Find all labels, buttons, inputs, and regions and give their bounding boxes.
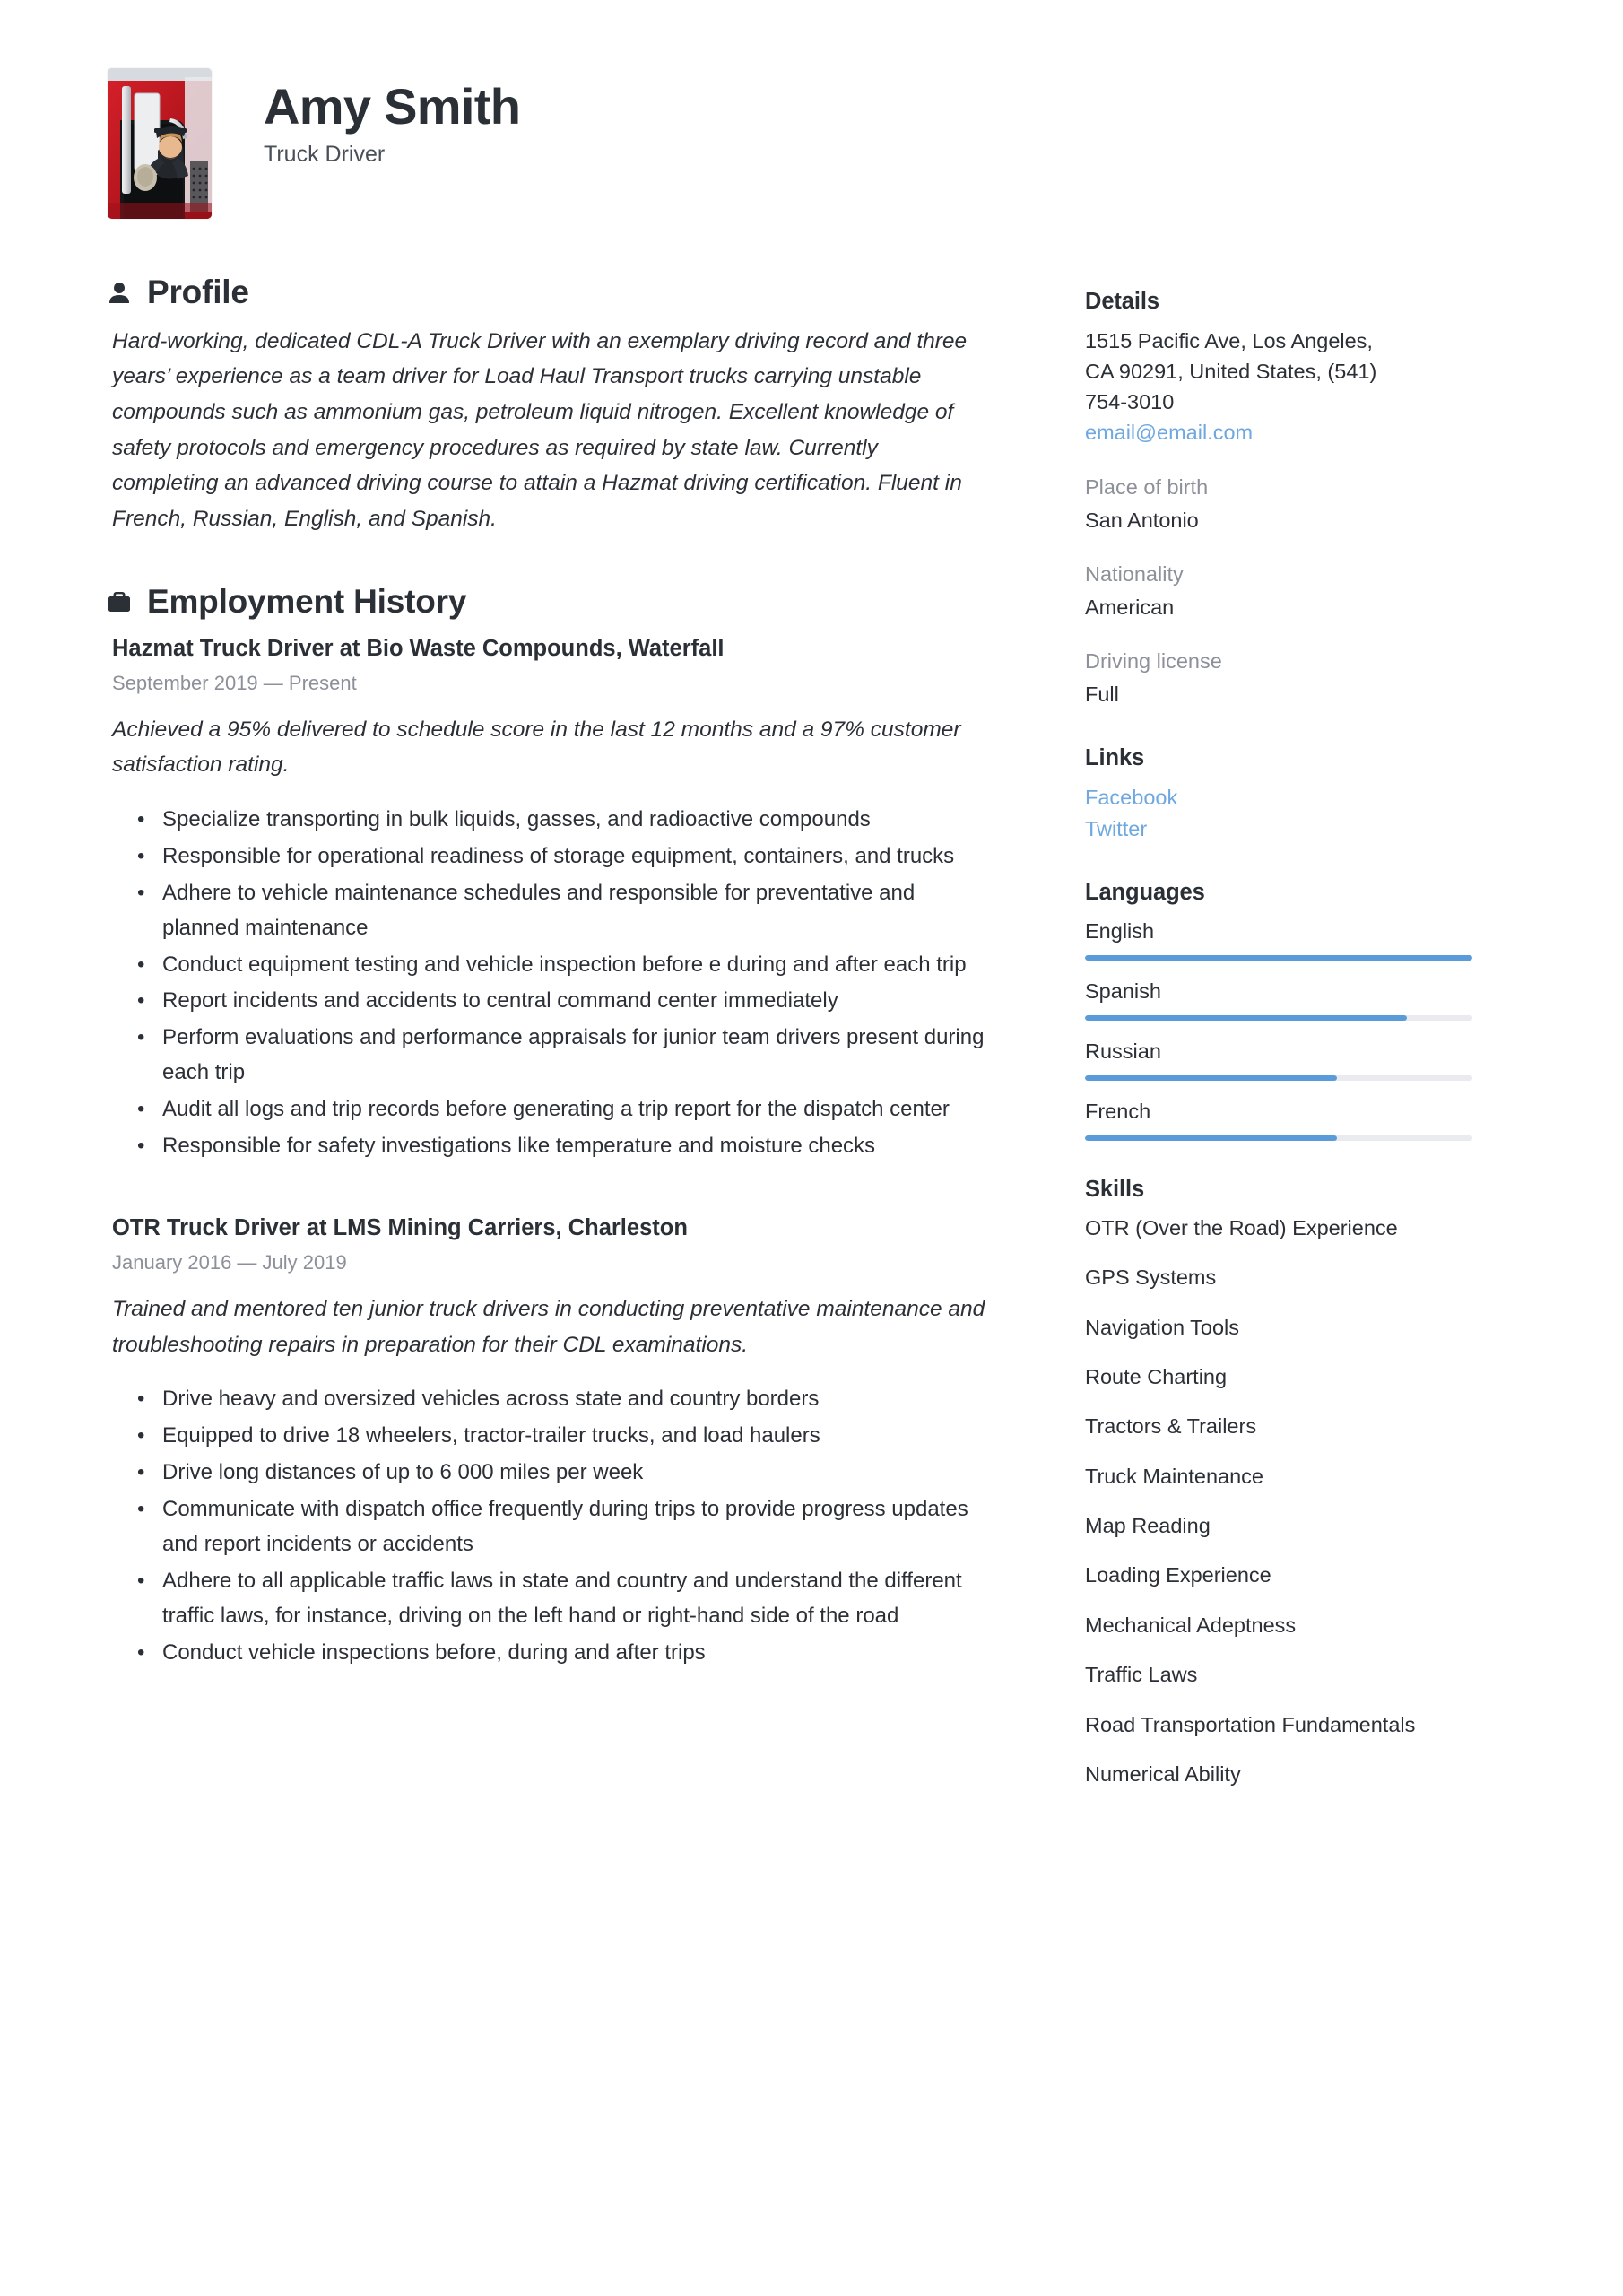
skill-item: Traffic Laws (1085, 1663, 1198, 1687)
language-row-russian (1085, 1037, 1506, 1081)
field-label: Nationality (1085, 561, 1184, 586)
job-heading: Hazmat Truck Driver at Bio Waste Compounds, Waterfall (112, 635, 725, 661)
job-duty-item: • Report incidents and accidents to central command center immediately (162, 984, 986, 1019)
briefcase-icon (108, 588, 131, 615)
email-link[interactable]: email@email.com (1085, 421, 1254, 445)
job-duty-item: • Audit all logs and trip records before generating a trip report for the dispatch center (162, 1092, 986, 1127)
main-column (108, 224, 1040, 1672)
sidebar-section-languages (1085, 880, 1506, 1141)
section-title-profile: Profile (147, 274, 249, 310)
job-duty-item: • Conduct vehicle inspections before, during and after trips (162, 1636, 986, 1671)
job-title: Truck Driver (264, 142, 386, 168)
page-title: Amy Smith (264, 78, 521, 135)
skill-item: Map Reading (1085, 1514, 1211, 1538)
skill-item: Road Transportation Fundamentals (1085, 1712, 1416, 1736)
sidebar-title-details: Details (1085, 289, 1159, 314)
name-block (264, 68, 520, 168)
address-line-3: 754-3010 (1085, 390, 1175, 414)
language-level-track (1085, 1075, 1472, 1081)
job-duty-item: • Conduct equipment testing and vehicle inspection before e during and after each trip (162, 948, 986, 983)
field-label: Driving license (1085, 648, 1222, 673)
field-value: Full (1085, 682, 1119, 706)
skill-item: Route Charting (1085, 1364, 1228, 1388)
field-value: San Antonio (1085, 508, 1199, 532)
job-duty-item: • Equipped to drive 18 wheelers, tractor-trailer trucks, and load haulers (162, 1419, 986, 1454)
field-nationality (1085, 560, 1506, 622)
profile-photo (108, 68, 212, 219)
job-heading: OTR Truck Driver at LMS Mining Carriers, Charleston (112, 1214, 688, 1240)
sidebar-title-skills: Skills (1085, 1176, 1145, 1202)
employment-list (108, 633, 986, 1671)
job-duty-item: • Perform evaluations and performance appraisals for junior team drivers present during each trip (162, 1021, 986, 1091)
field-driving-license (1085, 647, 1506, 709)
language-name: English (1085, 919, 1155, 944)
skill-item: Navigation Tools (1085, 1315, 1240, 1339)
sidebar (1085, 224, 1506, 1825)
language-row-english (1085, 917, 1506, 961)
language-row-spanish (1085, 977, 1506, 1021)
job-entry (108, 1213, 986, 1671)
job-duty-item: • Drive long distances of up to 6 000 miles per week (162, 1456, 986, 1491)
language-level-track (1085, 1135, 1472, 1141)
job-duty-item: • Responsible for operational readiness of storage equipment, containers, and trucks (162, 839, 986, 874)
skill-item: Tractors & Trailers (1085, 1414, 1257, 1439)
job-summary: Trained and mentored ten junior truck drivers in conducting preventative maintenance and troubleshooting repairs in preparation for their CDL examinations. (112, 1297, 985, 1357)
skill-item: Truck Maintenance (1085, 1464, 1263, 1488)
resume-header (0, 0, 1623, 224)
language-name: Russian (1085, 1039, 1161, 1064)
job-duties-list (112, 1382, 986, 1670)
language-level-fill (1085, 1135, 1337, 1141)
field-value: American (1085, 595, 1175, 619)
job-duty-item: • Responsible for safety investigations like temperature and moisture checks (162, 1129, 986, 1164)
job-duty-item: • Drive heavy and oversized vehicles across state and country borders (162, 1382, 986, 1417)
resume-body (0, 224, 1623, 1825)
language-level-fill (1085, 1075, 1337, 1081)
job-duty-item: • Specialize transporting in bulk liquids, gasses, and radioactive compounds (162, 803, 986, 838)
skill-item: Loading Experience (1085, 1563, 1271, 1587)
language-name: Spanish (1085, 979, 1161, 1004)
section-title-employment: Employment History (147, 582, 467, 620)
job-entry (108, 633, 986, 1164)
sidebar-section-links (1085, 745, 1506, 845)
language-level-fill (1085, 1015, 1407, 1021)
job-duties-list (112, 803, 986, 1164)
address-line-1: 1515 Pacific Ave, Los Angeles, (1085, 329, 1373, 352)
person-icon (108, 279, 131, 306)
sidebar-title-languages: Languages (1085, 880, 1205, 906)
job-duty-item: • Communicate with dispatch office frequently during trips to provide progress updates and report incidents or accidents (162, 1492, 986, 1562)
skill-item: Numerical Ability (1085, 1761, 1241, 1786)
job-duty-item: • Adhere to vehicle maintenance schedules and responsible for preventative and planned maintenance (162, 876, 986, 946)
profile-text: Hard-working, dedicated CDL-A Truck Driver with an exemplary driving record and three years’ experience as a team driver for Load Haul Transport trucks carrying unstable compounds such as ammonium gas, petroleum liquid nitrogen. Excellent knowledge of safety protocols and emergency procedures as required by state law. Currently completing an advanced driving course to attain a Hazmat driving certification. Fluent in French, Russian, English, and Spanish. (112, 328, 968, 532)
job-summary: Achieved a 95% delivered to schedule score in the last 12 months and a 97% customer satisfaction rating. (112, 717, 961, 778)
sidebar-title-links: Links (1085, 744, 1145, 770)
sidebar-section-details (1085, 289, 1506, 709)
field-label: Place of birth (1085, 474, 1209, 499)
skill-item: Mechanical Adeptness (1085, 1613, 1297, 1637)
language-level-track (1085, 955, 1472, 961)
sidebar-section-skills (1085, 1177, 1506, 1789)
language-level-fill (1085, 955, 1472, 961)
field-place-of-birth (1085, 473, 1506, 535)
language-row-french (1085, 1097, 1506, 1141)
skill-item: GPS Systems (1085, 1265, 1217, 1290)
section-profile-header (108, 274, 986, 311)
job-dates: September 2019 — Present (112, 671, 357, 694)
section-employment-header (108, 584, 986, 621)
address-line-2: CA 90291, United States, (541) (1085, 360, 1377, 384)
link-twitter[interactable]: Twitter (1085, 816, 1148, 840)
language-name: French (1085, 1100, 1151, 1124)
skill-item: OTR (Over the Road) Experience (1085, 1215, 1398, 1239)
language-level-track (1085, 1015, 1472, 1021)
link-facebook[interactable]: Facebook (1085, 785, 1178, 809)
job-dates: January 2016 — July 2019 (112, 1251, 347, 1274)
job-duty-item: • Adhere to all applicable traffic laws in state and country and understand the different traffic laws, for instance, driving on the left hand or right-hand side of the road (162, 1564, 986, 1634)
